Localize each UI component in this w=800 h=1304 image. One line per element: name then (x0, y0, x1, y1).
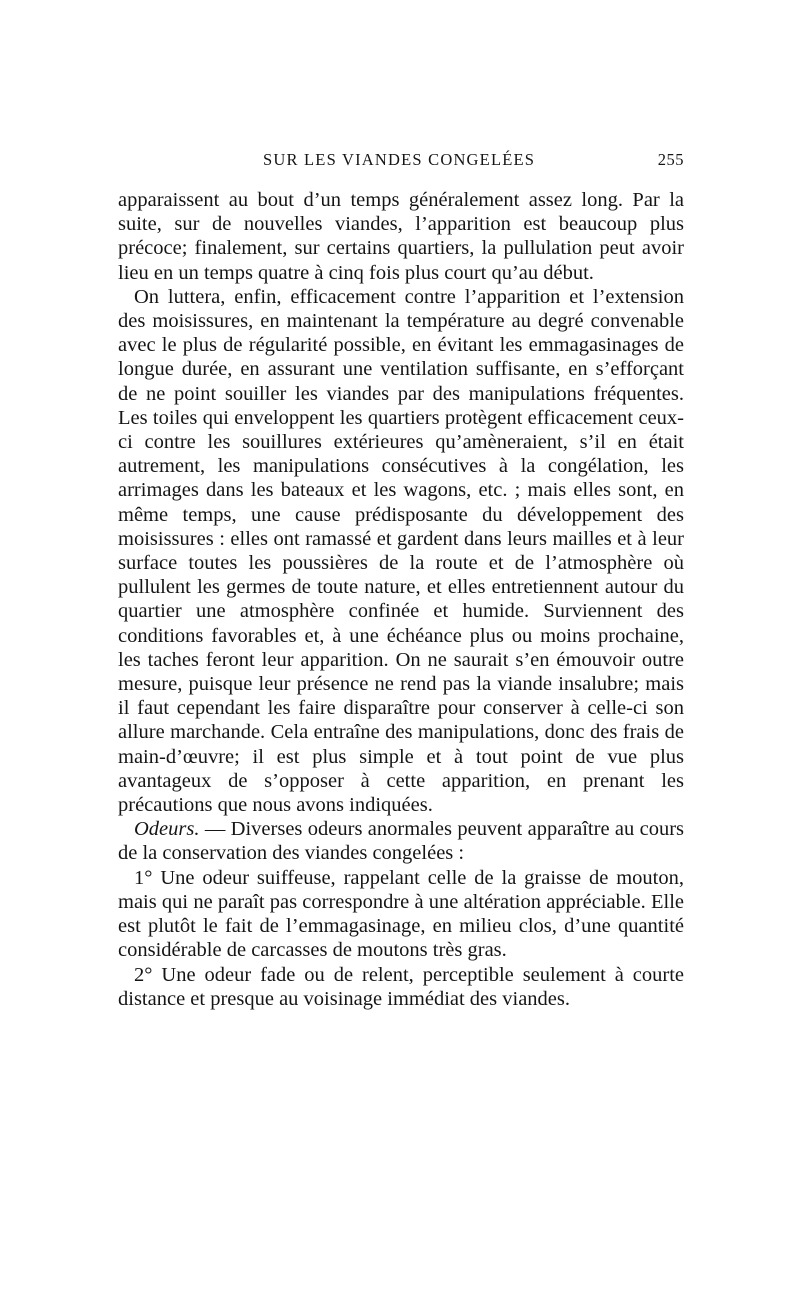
running-head (118, 150, 684, 174)
list-item-1 (118, 866, 684, 963)
odeurs-intro-text: — Diverses odeurs anormales peuvent apparaître au cours de la conservation des viandes congelées : (118, 818, 684, 865)
list-item-2-text: Une odeur fade ou de relent, perceptible seulement à courte distance et presque au voisinage immédiat des viandes. (118, 963, 684, 1010)
list-marker-2: 2° (134, 963, 153, 986)
page-number: 255 (657, 150, 684, 169)
list-marker-1: 1° (134, 866, 153, 889)
section-heading-odeurs: Odeurs. (134, 818, 200, 841)
paragraph-continuation: apparaissent au bout d’un temps généralement assez long. Par la suite, sur de nouvelles viandes, l’apparition est beaucoup plus précoce; finalement, sur certains quartiers, la pullulation peut avoir lieu en un temps quatre à cinq fois plus court qu’au début. (118, 189, 684, 284)
list-item-2 (118, 963, 684, 1011)
paragraph-odeurs (118, 817, 684, 865)
body-text (118, 188, 684, 1011)
running-title: SUR LES VIANDES CONGELÉES (263, 150, 536, 169)
list-item-1-text: Une odeur suiffeuse, rappelant celle de la graisse de mouton, mais qui ne paraît pas correspondre à une altération appréciable. Elle est plutôt le fait de l’emmagasinage, en milieu clos, d’une quantité considérable de carcasses de moutons très gras. (118, 866, 684, 962)
paragraph-moisissures: On luttera, enfin, efficacement contre l’apparition et l’extension des moisissures, en maintenant la température au degré convenable avec le plus de régularité possible, en évitant les emmagasinages de longue durée, en assurant une ventilation suffisante, en s’efforçant de ne point souiller les viandes par des manipulations fréquentes. Les toiles qui enveloppent les quartiers protègent efficacement ceux-ci contre les souillures extérieures qu’amèneraient, s’il en était autrement, les manipulations consécutives à la congélation, les arrimages dans les bateaux et les wagons, etc. ; mais elles sont, en même temps, une cause prédisposante du développement des moisissures : elles ont ramassé et gardent dans leurs mailles et à leur surface toutes les poussières de la route et de l’atmosphère où pullulent les germes de toute nature, et elles entretiennent autour du quartier une atmosphère confinée et humide. Surviennent des conditions favorables et, à une échéance plus ou moins prochaine, les taches feront leur apparition. On ne saurait s’en émouvoir outre mesure, puisque leur présence ne rend pas la viande insalubre; mais il faut cependant les faire disparaître pour conserver à celle-ci son allure marchande. Cela entraîne des manipulations, donc des frais de main-d’œuvre; il est plus simple et à tout point de vue plus avantageux de s’opposer à cette apparition, en prenant les précautions que nous avons indiquées. (118, 285, 684, 817)
